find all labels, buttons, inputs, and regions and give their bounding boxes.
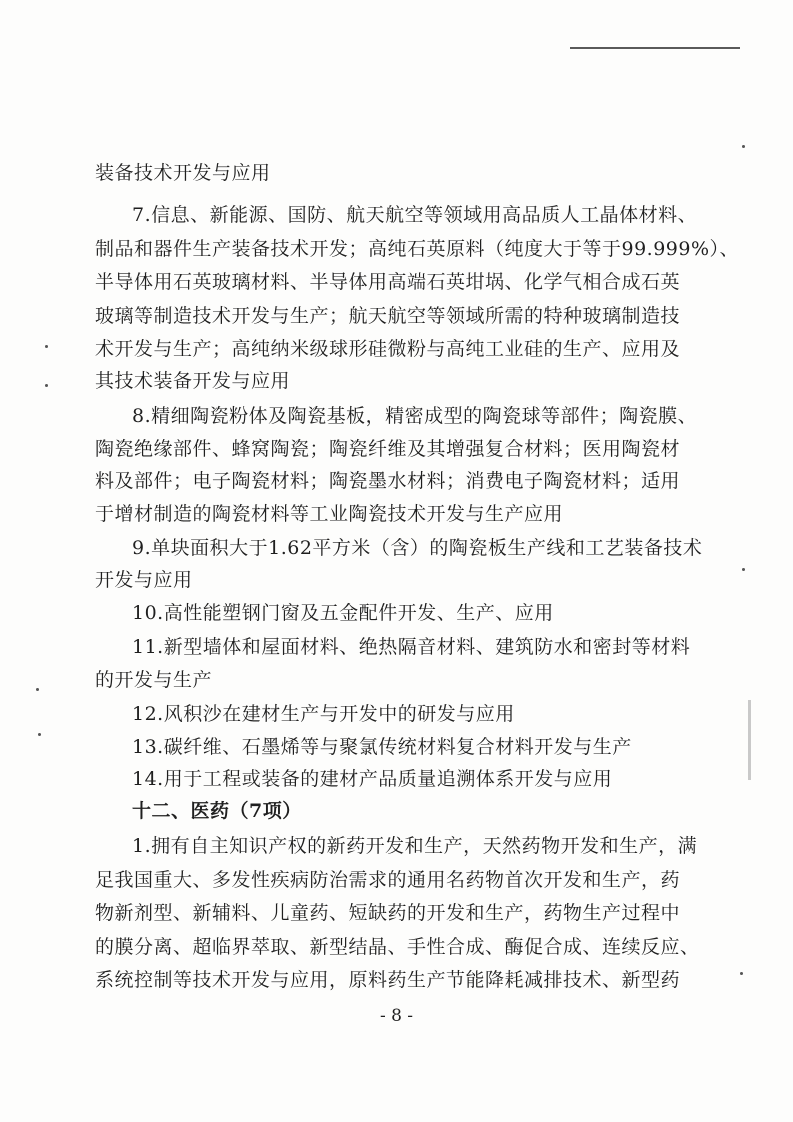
text-line: 14.用于工程或装备的建材产品质量追溯体系开发与应用 xyxy=(132,768,613,790)
text-line: 于增材制造的陶瓷材料等工业陶瓷技术开发与生产应用 xyxy=(95,503,564,525)
text-line: 料及部件；电子陶瓷材料；陶瓷墨水材料；消费电子陶瓷材料；适用 xyxy=(95,470,681,492)
scan-shadow-bar xyxy=(748,700,751,780)
scan-speck xyxy=(38,733,41,736)
section-heading: 十二、医药（7项） xyxy=(132,800,302,822)
scan-speck xyxy=(742,145,745,148)
text-line: 玻璃等制造技术开发与生产；航天航空等领域所需的特种玻璃制造技 xyxy=(95,305,681,327)
text-line: 足我国重大、多发性疾病防治需求的通用名药物首次开发和生产，药 xyxy=(95,869,681,891)
scan-speck xyxy=(742,568,745,571)
text-line: 13.碳纤维、石墨烯等与聚氯传统材料复合材料开发与生产 xyxy=(132,736,632,758)
scan-speck xyxy=(45,345,48,348)
text-line: 1.拥有自主知识产权的新药开发和生产，天然药物开发和生产，满 xyxy=(132,835,698,857)
text-line: 术开发与生产；高纯纳米级球形硅微粉与高纯工业硅的生产、应用及 xyxy=(95,338,681,360)
text-line: 12.风积沙在建材生产与开发中的研发与应用 xyxy=(132,703,515,725)
text-line: 的开发与生产 xyxy=(95,669,213,691)
text-line: 系统控制等技术开发与应用，原料药生产节能降耗减排技术、新型药 xyxy=(95,969,681,991)
text-line: 陶瓷绝缘部件、蜂窝陶瓷；陶瓷纤维及其增强复合材料；医用陶瓷材 xyxy=(95,438,681,460)
text-line: 的膜分离、超临界萃取、新型结晶、手性合成、酶促合成、连续反应、 xyxy=(95,936,700,958)
text-line: 装备技术开发与应用 xyxy=(95,162,271,184)
text-line: 制品和器件生产装备技术开发；高纯石英原料（纯度大于等于99.999%）、 xyxy=(95,238,740,260)
text-line: 物新剂型、新辅料、儿童药、短缺药的开发和生产，药物生产过程中 xyxy=(95,902,681,924)
page-number: - 8 - xyxy=(379,1006,414,1026)
text-line: 半导体用石英玻璃材料、半导体用高端石英坩埚、化学气相合成石英 xyxy=(95,271,681,293)
text-line: 9.单块面积大于1.62平方米（含）的陶瓷板生产线和工艺装备技术 xyxy=(132,537,703,559)
scan-speck xyxy=(36,688,39,691)
scan-speck xyxy=(45,384,48,387)
text-line: 10.高性能塑钢门窗及五金配件开发、生产、应用 xyxy=(132,602,554,624)
scan-speck xyxy=(740,972,743,975)
top-rule-line xyxy=(570,47,740,49)
text-line: 11.新型墙体和屋面材料、绝热隔音材料、建筑防水和密封等材料 xyxy=(132,636,691,658)
text-line: 开发与应用 xyxy=(95,569,193,591)
text-line: 7.信息、新能源、国防、航天航空等领域用高品质人工晶体材料、 xyxy=(132,204,698,226)
text-line: 8.精细陶瓷粉体及陶瓷基板，精密成型的陶瓷球等部件；陶瓷膜、 xyxy=(132,405,698,427)
text-line: 其技术装备开发与应用 xyxy=(95,370,291,392)
